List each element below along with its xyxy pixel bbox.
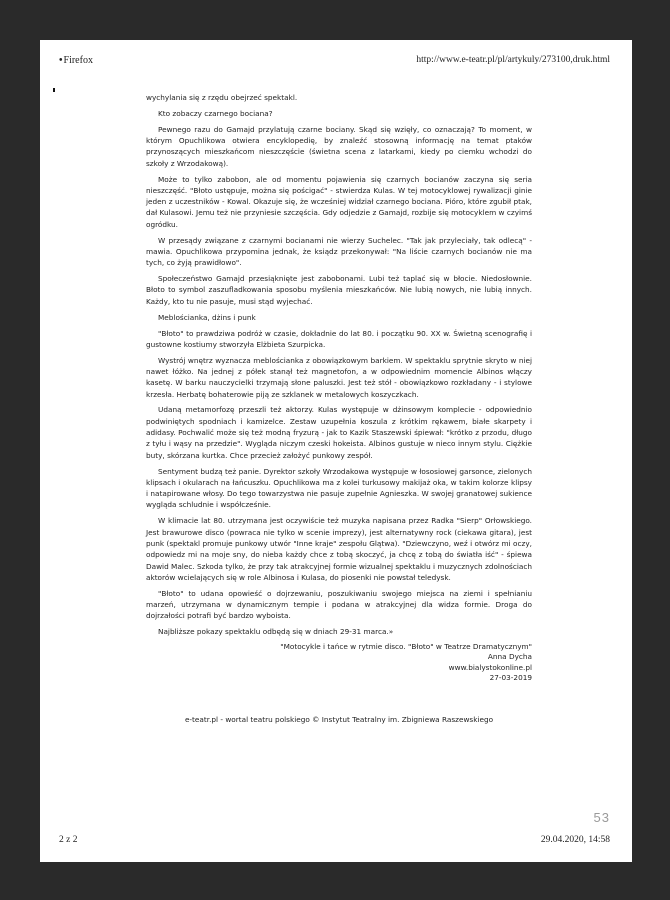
article-paragraph: Pewnego razu do Gamajd przylatują czarne bociany. Skąd się wzięły, co oznaczają? To moment, w którym Opuchlikowa otwiera encyklopedię, by znaleźć stosowną informację na temat ptaków przynoszących mieszkańcom nieszczęście (świetna scena z latarkami, kiedy po ciemku wchodzi do szkoły z Wrzodakową). xyxy=(146,124,532,168)
article-paragraph: W przesądy związane z czarnymi bocianami nie wierzy Suchelec. "Tak jak przyleciały, tak odlecą" - mawia. Opuchlikowa przypomina jednak, że ksiądz przekonywał: "Na liście czarnych bocianów nie ma tych, co żyją prawidłowo". xyxy=(146,235,532,268)
article-paragraph: Najbliższe pokazy spektaklu odbędą się w dniach 29-31 marca.» xyxy=(158,627,394,637)
article-author: Anna Dycha xyxy=(487,652,532,662)
article-paragraph: wychylania się z rzędu obejrzeć spektakl. xyxy=(146,93,298,102)
article-date: 27-03-2019 xyxy=(489,673,532,683)
article-paragraph: "Błoto" to prawdziwa podróż w czasie, dokładnie do lat 80. i początku 90. XX w. Świetną scenografię i gustowne kostiumy stworzyła Elżbieta Szurpicka. xyxy=(146,328,532,349)
article-title: "Motocykle i tańce w rytmie disco. "Błoto" w Teatrze Dramatycznym" xyxy=(280,642,532,652)
article-paragraph: W klimacie lat 80. utrzymana jest oczywiście też muzyka napisana przez Radka "Sierp" Orłowskiego. Jest brawurowe disco (powraca nie tylko w scenie imprezy), jest alternatywny rock (ciekawa gitara), jest punk (spektakl promuje punkowy utwór "Inne kraje" zespołu Glątwa). "Dziewczyno, weź i otwórz mi oczy, odpowiedz mi na moje sny, do nieba każdy chce z tobą skoczyć, ja chcę z tobą do światła iść" - śpiewa Dawid Malec. Szkoda tylko, że przy tak atrakcyjnej formie wizualnej spektaklu i muzycznych zdolnościach aktorów wcielających się w role Albinosa i Kulasa, do piosenki nie powstał teledysk. xyxy=(146,516,532,582)
article-paragraph: Sentyment budzą też panie. Dyrektor szkoły Wrzodakowa występuje w łososiowej garsonce, zielonych klipsach i okularach na łańcuszku. Opuchlikowa ma z kolei turkusowy makijaż oka, w takim kolorze klipsy i natapirowane włosy. Do tego towarzystwa nie pasuje zupełnie Agnieszka. W swojej granatowej sukience wygląda schludnie i współcześnie. xyxy=(146,466,532,510)
page-url: http://www.e-teatr.pl/pl/artykuly/273100,druk.html xyxy=(416,55,610,65)
section-heading: Kto zobaczy czarnego bociana? xyxy=(158,108,273,118)
margin-mark xyxy=(53,88,55,92)
article-signature xyxy=(146,642,532,684)
article-paragraph: Społeczeństwo Gamajd przesiąknięte jest zabobonami. Lubi też taplać się w błocie. Niedosłownie. Błoto to symbol zaszufladkowania sposobu myślenia mieszkańców. Nie lubią nowych, nie lubią innych. Każdy, kto tu nie pasuje, musi stąd wyjechać. xyxy=(146,274,532,306)
article-paragraph: "Błoto" to udana opowieść o dojrzewaniu, poszukiwaniu swojego miejsca na ziemi i spełnianiu marzeń, utrzymana w dynamicznym tempie i podana w atrakcyjnej dla widza formie. Droga do dojrzałości potrafi być bardzo wyboista. xyxy=(146,588,532,621)
article-source: www.bialystokonline.pl xyxy=(448,662,532,672)
print-timestamp: 29.04.2020, 14:58 xyxy=(540,835,610,845)
browser-name: Firefox xyxy=(63,55,93,66)
article-paragraph: Wystrój wnętrz wyznacza meblościanka z obowiązkowym barkiem. W spektaklu sprytnie skryto w niej nawet łóżko. Na jednej z półek stanął też magnetofon, a w odpowiednim momencie Albinos włączy kasetę. W barku nauczycielki trzymają słone paluszki. Jest też stół - obowiązkowo rozkładany - i stylowe krzesła. Herbatę bohaterowie piją ze szklanek w metalowych koszyczkach. xyxy=(146,355,532,399)
article-body xyxy=(146,92,532,684)
page-count: 2 z 2 xyxy=(59,835,78,845)
bullet-icon: • xyxy=(59,55,63,66)
browser-header xyxy=(59,55,93,66)
printed-page xyxy=(40,40,632,862)
copyright-footer: e-teatr.pl - wortal teatru polskiego © Instytut Teatralny im. Zbigniewa Raszewskiego xyxy=(184,715,494,724)
handwritten-page-number: 53 xyxy=(593,810,610,825)
article-paragraph: Może to tylko zabobon, ale od momentu pojawienia się czarnych bocianów zaczyna się seria nieszczęść. "Błoto ustępuje, można się pościgać" - stwierdza Kulas. W tej motocyklowej rywalizacji ginie jeden z uczestników - Kowal. Okazuje się, że wcześniej widział czarnego bociana. Pióro, które zgubił ptak, dał Kulasowi. Jemu też nie przyniesie szczęścia. Gdy odjedzie z Gamajd, rozbije się motocyklem w czyimś ogródku. xyxy=(146,174,532,229)
article-paragraph: Udaną metamorfozę przeszli też aktorzy. Kulas występuje w dżinsowym komplecie - odpowiednio podwiniętych spodniach i kamizelce. Zestaw uzupełnia koszula z krótkim rękawem, białe skarpety i adidasy. Pochwalić może się też modną fryzurą - jak to Kazik Staszewski śpiewał: "krótko z przodu, długo z tyłu i wąsy na przedzie". Wygląda niczym czeski hokeista. Albinos gustuje w nieco innym stylu. Ciężkie buty, skórzana kurtka. Chce przecież założyć punkowy zespół. xyxy=(146,405,532,460)
section-heading: Meblościanka, dżins i punk xyxy=(158,312,256,322)
